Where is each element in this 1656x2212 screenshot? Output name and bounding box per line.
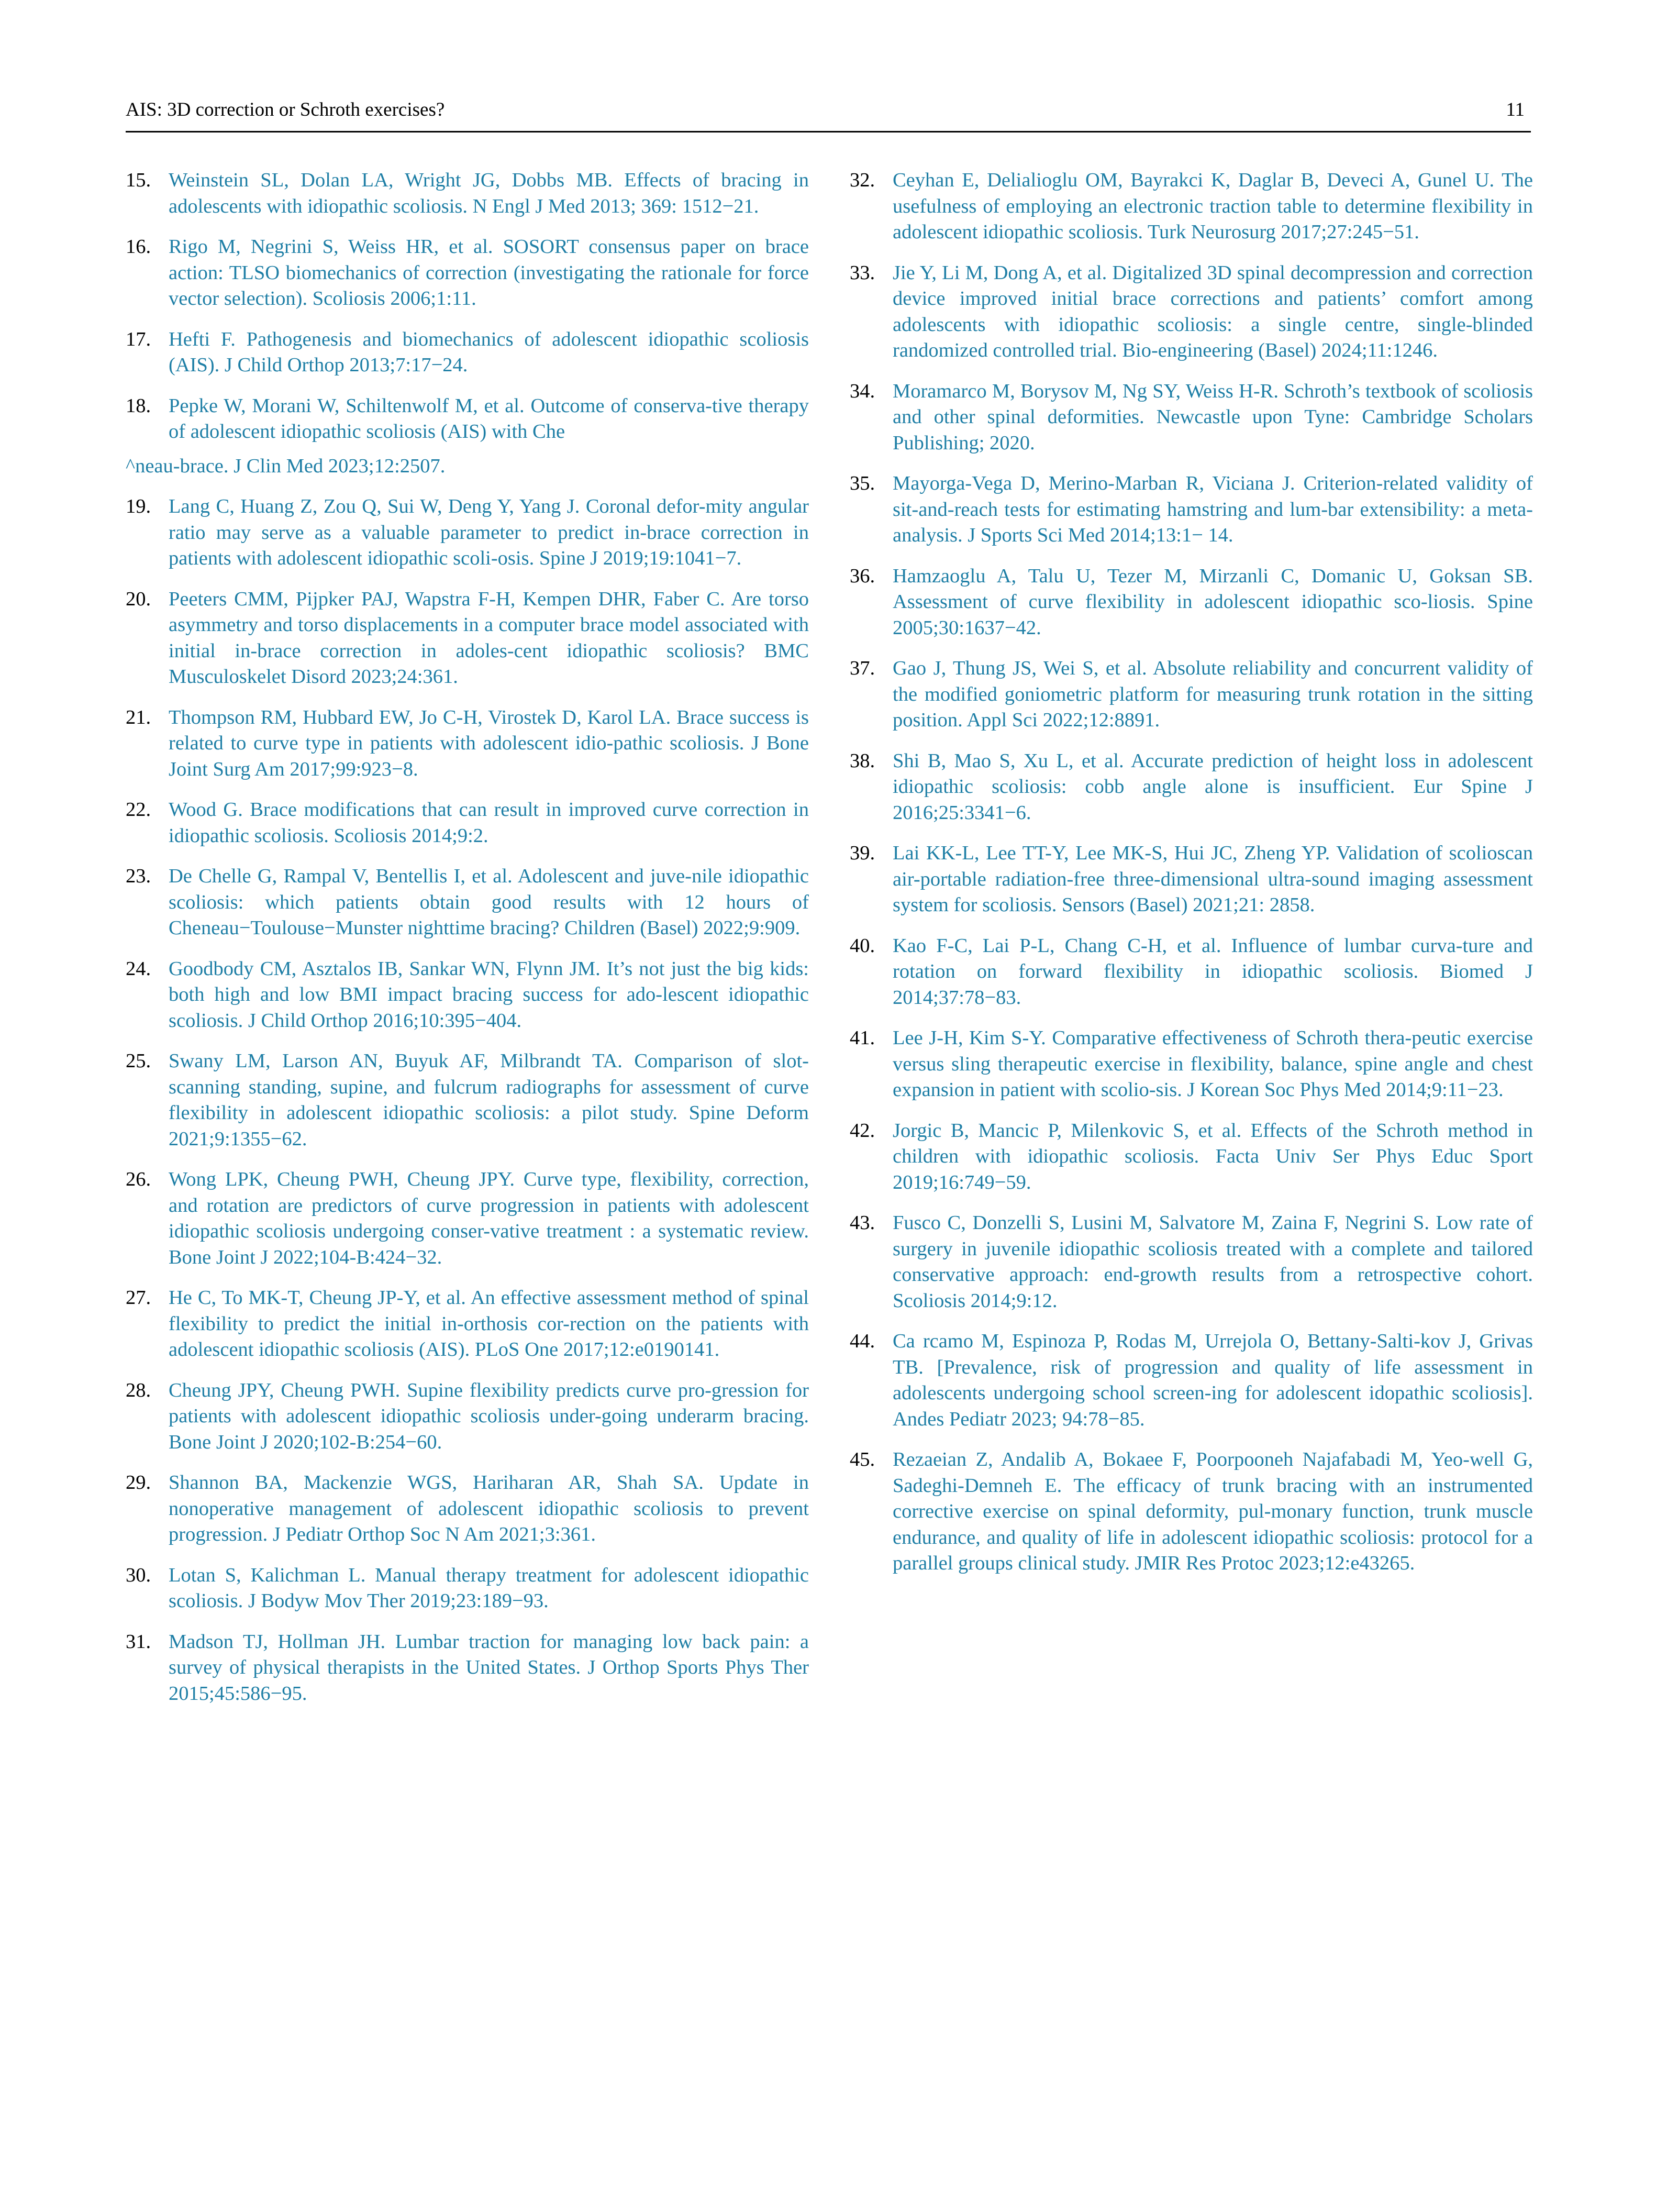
reference-link[interactable]: He C, To MK-T, Cheung JP-Y, et al. An effective assessment method of spinal flexibility to predict the initial in-orthosis cor-rection on the patients with adolescent idiopathic scoliosis (AIS). PLoS One 2017;12:e0190141. xyxy=(169,1287,809,1361)
reference-link[interactable]: Jorgic B, Mancic P, Milenkovic S, et al. Effects of the Schroth method in children with idiopathic scoliosis. Facta Univ Ser Phys Educ Sport 2019;16:749−59. xyxy=(893,1119,1533,1193)
reference-link[interactable]: Jie Y, Li M, Dong A, et al. Digitalized 3D spinal decompression and correction device improved initial brace corrections and patients’ comfort among adolescents with idiopathic scoliosis: a single centre, single-blinded randomized controlled trial. Bio-engineering (Basel) 2024;11:1246. xyxy=(893,261,1533,361)
reference-number: 17. xyxy=(126,328,151,350)
reference-link[interactable]: De Chelle G, Rampal V, Bentellis I, et al. Adolescent and juve-nile idiopathic scoliosis: which patients obtain good results with 12 hours of Cheneau−Toulouse−Munster nighttime bracing? Children (Basel) 2022;9:909. xyxy=(169,865,809,939)
reference-item xyxy=(126,864,809,942)
reference-link[interactable]: Peeters CMM, Pijpker PAJ, Wapstra F-H, Kempen DHR, Faber C. Are torso asymmetry and torso displacements in a computer brace model associated with initial in-brace correction in adoles-cent idiopathic scoliosis? BMC Musculoskelet Disord 2023;24:361. xyxy=(169,588,809,688)
reference-continuation[interactable]: ^neau-brace. J Clin Med 2023;12:2507. xyxy=(126,455,446,477)
reference-number: 26. xyxy=(126,1168,151,1190)
reference-number: 34. xyxy=(850,380,875,402)
reference-link[interactable]: Kao F-C, Lai P-L, Chang C-H, et al. Influence of lumbar curva-ture and rotation on forward flexibility in idiopathic scoliosis. Biomed J 2014;37:78−83. xyxy=(893,934,1533,1009)
reference-item xyxy=(850,1447,1533,1577)
reference-link[interactable]: Ca rcamo M, Espinoza P, Rodas M, Urrejola O, Bettany-Salti-kov J, Grivas TB. [Prevalence, risk of progression and quality of life assessment in adolescents undergoing school screen-ing for adolescent idopathic scoliosis]. Andes Pediatr 2023; 94:78−85. xyxy=(893,1330,1533,1430)
reference-number: 32. xyxy=(850,169,875,191)
reference-link[interactable]: Moramarco M, Borysov M, Ng SY, Weiss H-R. Schroth’s textbook of scoliosis and other spinal deformities. Newcastle upon Tyne: Cambridge Scholars Publishing; 2020. xyxy=(893,380,1533,454)
reference-item xyxy=(850,1210,1533,1314)
reference-link[interactable]: Shannon BA, Mackenzie WGS, Hariharan AR, Shah SA. Update in nonoperative management of adolescent idiopathic scoliosis to prevent progression. J Pediatr Orthop Soc N Am 2021;3:361. xyxy=(169,1472,809,1545)
reference-link[interactable]: Swany LM, Larson AN, Buyuk AF, Milbrandt TA. Comparison of slot-scanning standing, supine, and fulcrum radiographs for assessment of curve flexibility in adolescent idiopathic scoliosis: a pilot study. Spine Deform 2021;9:1355−62. xyxy=(169,1050,809,1150)
reference-item xyxy=(126,1048,809,1152)
reference-link[interactable]: Mayorga-Vega D, Merino-Marban R, Viciana J. Criterion-related validity of sit-and-reach tests for estimating hamstring and lum-bar extensibility: a meta-analysis. J Sports Sci Med 2014;13:1− 14. xyxy=(893,472,1533,546)
reference-number: 25. xyxy=(126,1050,151,1072)
reference-item xyxy=(850,840,1533,919)
reference-number: 16. xyxy=(126,236,151,258)
reference-link[interactable]: Weinstein SL, Dolan LA, Wright JG, Dobbs MB. Effects of bracing in adolescents with idiopathic scoliosis. N Engl J Med 2013; 369: 1512−21. xyxy=(169,169,809,217)
reference-item xyxy=(850,748,1533,826)
reference-item xyxy=(126,1167,809,1270)
reference-link[interactable]: Shi B, Mao S, Xu L, et al. Accurate prediction of height loss in adolescent idiopathic scoliosis: cobb angle alone is insufficient. Eur Spine J 2016;25:3341−6. xyxy=(893,749,1533,824)
reference-item xyxy=(126,1378,809,1456)
reference-link[interactable]: Rezaeian Z, Andalib A, Bokaee F, Poorpooneh Najafabadi M, Yeo-well G, Sadeghi-Demneh E. The efficacy of trunk bracing with an instrumented corrective exercise on spinal deformity, pul-monary function, trunk muscle endurance, and quality of life in adolescent idiopathic scoliosis: protocol for a parallel groups clinical study. JMIR Res Protoc 2023;12:e43265. xyxy=(893,1448,1533,1574)
reference-item xyxy=(850,168,1533,246)
reference-link[interactable]: Fusco C, Donzelli S, Lusini M, Salvatore M, Zaina F, Negrini S. Low rate of surgery in juvenile idiopathic scoliosis treated with a complete and tailored conservative approach: end-growth results from a retrospective cohort. Scoliosis 2014;9:12. xyxy=(893,1212,1533,1312)
page-number: 11 xyxy=(1506,99,1525,120)
reference-number: 20. xyxy=(126,588,151,610)
reference-number: 44. xyxy=(850,1330,875,1352)
reference-number: 41. xyxy=(850,1027,875,1049)
reference-number: 40. xyxy=(850,934,875,957)
reference-item xyxy=(850,471,1533,549)
references-left-column xyxy=(126,168,809,1721)
reference-link[interactable]: Lee J-H, Kim S-Y. Comparative effectiveness of Schroth thera-peutic exercise versus sling therapeutic exercise in flexibility, balance, spine angle and chest expansion in patient with scolio-sis. J Korean Soc Phys Med 2014;9:11−23. xyxy=(893,1027,1533,1101)
reference-item xyxy=(850,563,1533,642)
reference-item xyxy=(126,956,809,1034)
reference-link[interactable]: Rigo M, Negrini S, Weiss HR, et al. SOSORT consensus paper on brace action: TLSO biomechanics of correction (investigating the rationale for force vector selection). Scoliosis 2006;1:11. xyxy=(169,236,809,309)
running-head xyxy=(126,93,1531,132)
reference-item xyxy=(850,1329,1533,1432)
reference-number: 29. xyxy=(126,1472,151,1494)
reference-number: 35. xyxy=(850,472,875,494)
reference-link[interactable]: Wong LPK, Cheung PWH, Cheung JPY. Curve type, flexibility, correction, and rotation are predictors of curve progression in patients with adolescent idiopathic scoliosis undergoing conser-vative treatment : a systematic review. Bone Joint J 2022;104-B:424−32. xyxy=(169,1168,809,1268)
reference-number: 39. xyxy=(850,842,875,864)
reference-link[interactable]: Ceyhan E, Delialioglu OM, Bayrakci K, Daglar B, Deveci A, Gunel U. The usefulness of employing an electronic traction table to determine flexibility in adolescent idiopathic scoliosis. Turk Neurosurg 2017;27:245−51. xyxy=(893,169,1533,243)
reference-link[interactable]: Lang C, Huang Z, Zou Q, Sui W, Deng Y, Yang J. Coronal defor-mity angular ratio may serve as a valuable parameter to predict in-brace correction in patients with adolescent idiopathic scoli-osis. Spine J 2019;19:1041−7. xyxy=(169,495,809,569)
reference-item xyxy=(850,933,1533,1011)
reference-number: 38. xyxy=(850,749,875,772)
reference-item xyxy=(126,1629,809,1707)
reference-number: 19. xyxy=(126,495,151,517)
reference-link[interactable]: Pepke W, Morani W, Schiltenwolf M, et al. Outcome of conserva-tive therapy of adolescent idiopathic scoliosis (AIS) with Che xyxy=(169,394,809,443)
reference-number: 28. xyxy=(126,1379,151,1401)
reference-number: 27. xyxy=(126,1287,151,1309)
reference-number: 23. xyxy=(126,865,151,887)
reference-item xyxy=(126,234,809,312)
reference-item xyxy=(126,393,809,445)
reference-link[interactable]: Lai KK-L, Lee TT-Y, Lee MK-S, Hui JC, Zheng YP. Validation of scolioscan air-portable radiation-free three-dimensional ultra-sound imaging assessment system for scoliosis. Sensors (Basel) 2021;21: 2858. xyxy=(893,842,1533,916)
reference-link[interactable]: Thompson RM, Hubbard EW, Jo C-H, Virostek D, Karol LA. Brace success is related to curve type in patients with adolescent idio-pathic scoliosis. J Bone Joint Surg Am 2017;99:923−8. xyxy=(169,706,809,780)
reference-link[interactable]: Goodbody CM, Asztalos IB, Sankar WN, Flynn JM. It’s not just the big kids: both high and low BMI impact bracing success for ado-lescent idiopathic scoliosis. J Child Orthop 2016;10:395−404. xyxy=(169,957,809,1032)
reference-item xyxy=(850,1025,1533,1103)
reference-item xyxy=(850,379,1533,457)
running-title: AIS: 3D correction or Schroth exercises? xyxy=(126,99,445,120)
reference-number: 31. xyxy=(126,1630,151,1653)
reference-number: 22. xyxy=(126,799,151,821)
reference-item xyxy=(126,1285,809,1363)
reference-item xyxy=(126,494,809,572)
reference-item xyxy=(126,797,809,849)
reference-number: 30. xyxy=(126,1564,151,1586)
reference-item xyxy=(126,168,809,219)
reference-item xyxy=(126,1563,809,1614)
reference-number: 37. xyxy=(850,657,875,679)
reference-link[interactable]: Lotan S, Kalichman L. Manual therapy treatment for adolescent idiopathic scoliosis. J Bodyw Mov Ther 2019;23:189−93. xyxy=(169,1564,809,1612)
reference-number: 24. xyxy=(126,957,151,980)
reference-number: 42. xyxy=(850,1119,875,1142)
reference-number: 15. xyxy=(126,169,151,191)
reference-link[interactable]: Cheung JPY, Cheung PWH. Supine flexibility predicts curve pro-gression for patients with adolescent idiopathic scoliosis under-going underarm bracing. Bone Joint J 2020;102-B:254−60. xyxy=(169,1379,809,1453)
reference-item xyxy=(126,705,809,783)
reference-link[interactable]: Wood G. Brace modifications that can result in improved curve correction in idiopathic scoliosis. Scoliosis 2014;9:2. xyxy=(169,799,809,847)
reference-link[interactable]: Hamzaoglu A, Talu U, Tezer M, Mirzanli C, Domanic U, Goksan SB. Assessment of curve flexibility in adolescent idiopathic sco-liosis. Spine 2005;30:1637−42. xyxy=(893,565,1533,639)
references-right-column xyxy=(850,168,1533,1591)
reference-number: 21. xyxy=(126,706,151,728)
reference-item xyxy=(850,260,1533,364)
reference-item xyxy=(850,656,1533,734)
reference-number: 36. xyxy=(850,565,875,587)
reference-number: 45. xyxy=(850,1448,875,1470)
reference-link[interactable]: Madson TJ, Hollman JH. Lumbar traction for managing low back pain: a survey of physical therapists in the United States. J Orthop Sports Phys Ther 2015;45:586−95. xyxy=(169,1630,809,1705)
reference-number: 33. xyxy=(850,261,875,284)
reference-item xyxy=(126,587,809,690)
reference-item xyxy=(126,1470,809,1548)
reference-link[interactable]: Gao J, Thung JS, Wei S, et al. Absolute reliability and concurrent validity of the modified goniometric platform for measuring trunk rotation in the sitting position. Appl Sci 2022;12:8891. xyxy=(893,657,1533,731)
reference-item xyxy=(850,1118,1533,1196)
reference-link[interactable]: Hefti F. Pathogenesis and biomechanics of adolescent idiopathic scoliosis (AIS). J Child Orthop 2013;7:17−24. xyxy=(169,328,809,376)
reference-number: 18. xyxy=(126,394,151,417)
reference-number: 43. xyxy=(850,1212,875,1234)
reference-item xyxy=(126,327,809,379)
